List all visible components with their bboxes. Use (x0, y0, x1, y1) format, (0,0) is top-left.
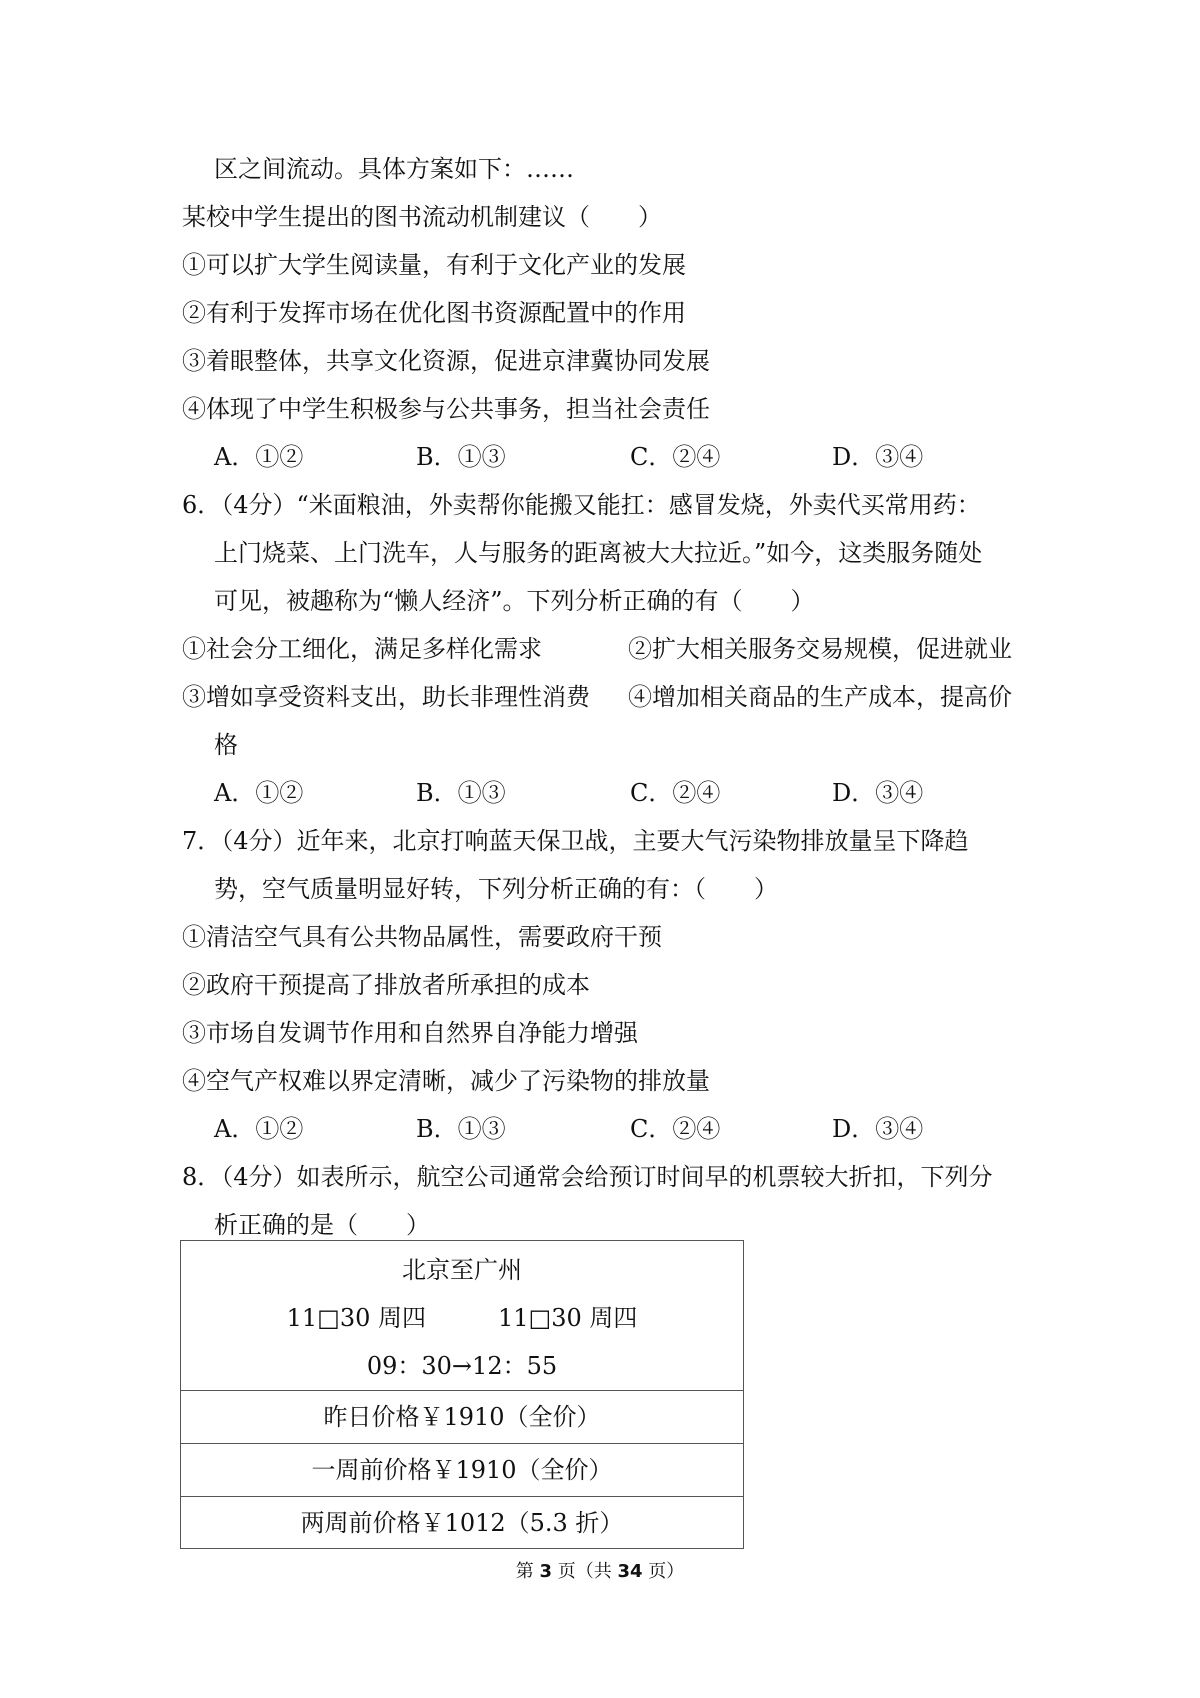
table-header-cell (181, 1241, 743, 1391)
q6-item-4: ④增加相关商品的生产成本，提高价 (628, 683, 1012, 711)
q6-option-d[interactable]: D．③④ (832, 779, 924, 807)
table-row (181, 1497, 743, 1549)
footer-prefix: 第 (515, 1561, 540, 1582)
q5-item-4: ④体现了中学生积极参与公共事务，担当社会责任 (182, 395, 710, 423)
table-row (181, 1391, 743, 1444)
flight-price-table (180, 1240, 744, 1549)
footer-page-number: 3 (539, 1561, 552, 1582)
price-two-weeks-ago: 两周前价格￥1012（5.3 折） (300, 1509, 624, 1537)
q7-item-3: ③市场自发调节作用和自然界自净能力增强 (182, 1019, 638, 1047)
q7-item-4: ④空气产权难以界定清晰，减少了污染物的排放量 (182, 1067, 710, 1095)
q8-stem-line-1: 8．（4分）如表所示，航空公司通常会给预订时间早的机票较大折扣，下列分 (182, 1163, 993, 1191)
q5-item-2: ②有利于发挥市场在优化图书资源配置中的作用 (182, 299, 686, 327)
q7-option-d[interactable]: D．③④ (832, 1115, 924, 1143)
table-route: 北京至广州 (402, 1256, 522, 1284)
footer-total-pages: 34 (617, 1561, 643, 1582)
q6-item-4-wrap: 格 (214, 731, 238, 759)
table-dates: 11□30 周四 11□30 周四 (286, 1304, 638, 1332)
q7-stem-line-2: 势，空气质量明显好转，下列分析正确的有：（ ） (214, 875, 778, 903)
q6-options (0, 778, 1200, 808)
q6-option-c[interactable]: C．②④ (630, 779, 721, 807)
footer-middle: 页（共 (552, 1561, 618, 1582)
q7-option-a[interactable]: A．①② (214, 1115, 304, 1143)
q6-stem-line-1: 6．（4分）“米面粮油，外卖帮你能搬又能扛：感冒发烧，外卖代买常用药： (182, 491, 981, 519)
q5-option-d[interactable]: D．③④ (832, 443, 924, 471)
q7-option-b[interactable]: B．①③ (416, 1115, 506, 1143)
q7-options (0, 1114, 1200, 1144)
q5-item-3: ③着眼整体，共享文化资源，促进京津冀协同发展 (182, 347, 710, 375)
q6-item-2: ②扩大相关服务交易规模，促进就业 (628, 635, 1012, 663)
q6-option-b[interactable]: B．①③ (416, 779, 506, 807)
q6-item-3: ③增如享受资料支出，助长非理性消费 (182, 683, 590, 711)
price-one-week-ago: 一周前价格￥1910（全价） (311, 1456, 613, 1484)
q8-stem-line-2: 析正确的是（ ） (214, 1211, 430, 1239)
table-row (181, 1444, 743, 1497)
q7-option-c[interactable]: C．②④ (630, 1115, 721, 1143)
q5-option-c[interactable]: C．②④ (630, 443, 721, 471)
q7-item-2: ②政府干预提高了排放者所承担的成本 (182, 971, 590, 999)
q5-option-b[interactable]: B．①③ (416, 443, 506, 471)
q5-item-1: ①可以扩大学生阅读量，有利于文化产业的发展 (182, 251, 686, 279)
q5-continuation: 区之间流动。具体方案如下：…… (214, 155, 574, 183)
q7-item-1: ①清洁空气具有公共物品属性，需要政府干预 (182, 923, 662, 951)
table-time: 09：30→12：55 (366, 1352, 558, 1380)
q6-stem-line-3: 可见，被趣称为“懒人经济”。下列分析正确的有（ ） (214, 587, 815, 615)
q6-option-a[interactable]: A．①② (214, 779, 304, 807)
q5-options (0, 442, 1200, 472)
q5-option-a[interactable]: A．①② (214, 443, 304, 471)
price-yesterday: 昨日价格￥1910（全价） (323, 1403, 601, 1431)
q7-stem-line-1: 7．（4分）近年来，北京打响蓝天保卫战，主要大气污染物排放量呈下降趋 (182, 827, 969, 855)
q5-question: 某校中学生提出的图书流动机制建议（ ） (182, 203, 662, 231)
q6-stem-line-2: 上门烧菜、上门洗车，人与服务的距离被大大拉近。”如今，这类服务随处 (214, 539, 983, 567)
page-footer (0, 1560, 1200, 1584)
q6-item-1: ①社会分工细化，满足多样化需求 (182, 635, 542, 663)
footer-suffix: 页） (642, 1561, 685, 1582)
